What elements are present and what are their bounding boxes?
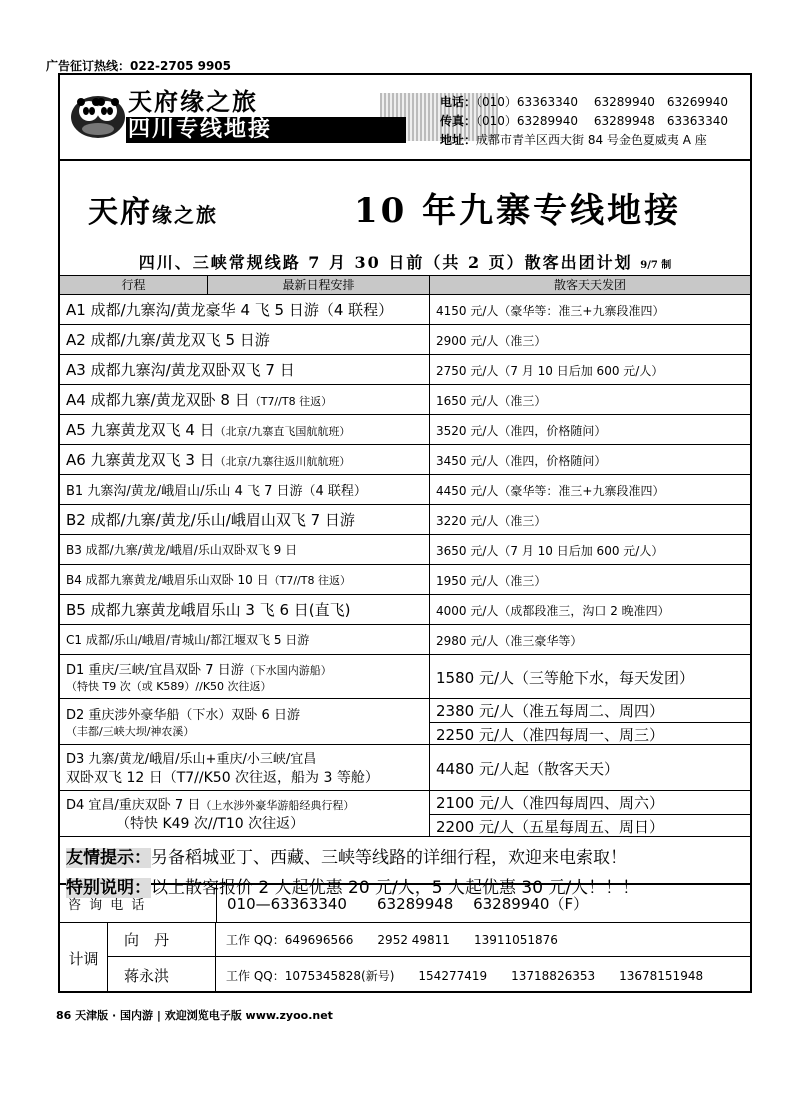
price-text: 4450 元/人（豪华等：准三+九寨段准四） bbox=[436, 483, 665, 498]
page-footer bbox=[56, 1007, 333, 1023]
price-cell bbox=[430, 415, 750, 444]
consult-label: 咨 询 电 话 bbox=[68, 898, 147, 913]
route-title bbox=[66, 359, 295, 380]
header-col-route: 行程 bbox=[60, 275, 208, 295]
route-title bbox=[66, 299, 393, 320]
price-text: 2380 元/人（准五每周二、周四） bbox=[436, 702, 664, 720]
route-cell bbox=[60, 355, 430, 384]
table-row bbox=[60, 355, 750, 385]
price-text: 4480 元/人起（散客天天） bbox=[436, 759, 619, 778]
route-cell bbox=[60, 625, 430, 654]
route-text: D1 重庆/三峡/宜昌双卧 7 日游 bbox=[66, 663, 244, 678]
price-cell bbox=[430, 475, 750, 504]
route-title bbox=[66, 419, 350, 440]
route-text: A6 九寨黄龙双飞 3 日 bbox=[66, 451, 215, 469]
title-brand bbox=[88, 187, 218, 231]
price-text: 3520 元/人（准四，价格随问） bbox=[436, 423, 607, 438]
route-text: B3 成都/九寨/黄龙/峨眉/乐山双卧双飞 9 日 bbox=[66, 543, 298, 557]
title-brand-b: 缘之旅 bbox=[152, 203, 218, 227]
route-subline: （特快 K49 次//T10 次往返） bbox=[116, 816, 305, 832]
route-text: C1 成都/乐山/峨眉/青城山/都江堰双飞 5 日游 bbox=[66, 633, 310, 647]
route-subline: （丰都/三峡大坝/神农溪） bbox=[66, 725, 195, 738]
top-hotline: 广告征订热线：022-2705 9905 bbox=[46, 59, 232, 73]
planner-row bbox=[108, 957, 750, 993]
route-subline: 双卧双飞 12 日（T7//K50 次往返，船为 3 等舱） bbox=[66, 770, 379, 786]
route-text: A1 成都/九寨沟/黄龙豪华 4 飞 5 日游（4 联程） bbox=[66, 301, 394, 319]
price-text: 2250 元/人（准四每周一、周三） bbox=[430, 722, 750, 745]
table-row bbox=[60, 475, 750, 505]
title-slogan: 10 年九寨专线地接 bbox=[354, 191, 682, 231]
plan-subtitle bbox=[60, 250, 750, 273]
planner-name: 蒋永洪 bbox=[108, 957, 216, 993]
fax-value: （010）63289940 63289948 63363340 bbox=[476, 114, 728, 128]
main-title bbox=[60, 183, 750, 229]
route-text: A3 成都九寨沟/黄龙双卧双飞 7 日 bbox=[66, 361, 295, 379]
footer-website: 欢迎浏览电子版 www.zyoo.net bbox=[164, 1009, 333, 1022]
route-note: （上水涉外豪华游船经典行程） bbox=[200, 799, 355, 812]
address-line bbox=[440, 131, 728, 150]
route-text: D4 宜昌/重庆双卧 7 日 bbox=[66, 798, 201, 813]
price-text: 2750 元/人（7 月 10 日后加 600 元/人） bbox=[436, 363, 664, 378]
table-row bbox=[60, 445, 750, 475]
route-cell bbox=[60, 415, 430, 444]
phone-line bbox=[440, 93, 728, 112]
tip-text: 另备稻城亚丁、西藏、三峡等线路的详细行程，欢迎来电索取！ bbox=[151, 848, 627, 868]
route-text: B2 成都/九寨/黄龙/乐山/峨眉山双飞 7 日游 bbox=[66, 511, 355, 529]
consult-phone-row bbox=[60, 885, 750, 923]
route-text: D3 九寨/黄龙/峨眉/乐山+重庆/小三峡/宜昌 bbox=[66, 752, 317, 767]
price-text: 3450 元/人（准四，价格随问） bbox=[436, 453, 607, 468]
route-note: （T7//T8 往返） bbox=[249, 395, 333, 408]
table-row bbox=[60, 295, 750, 325]
route-title bbox=[66, 389, 332, 410]
price-text: 3650 元/人（7 月 10 日后加 600 元/人） bbox=[436, 543, 664, 558]
route-cell bbox=[60, 565, 430, 594]
route-note: （T7//T8 往返） bbox=[268, 574, 351, 587]
price-cell bbox=[430, 565, 750, 594]
route-subline: （特快 T9 次（或 K589）//K50 次往返） bbox=[66, 680, 272, 693]
route-cell bbox=[60, 699, 430, 744]
route-cell bbox=[60, 475, 430, 504]
route-title bbox=[66, 329, 270, 350]
route-cell bbox=[60, 595, 430, 624]
route-title bbox=[66, 748, 316, 767]
route-text: A5 九寨黄龙双飞 4 日 bbox=[66, 421, 215, 439]
table-row bbox=[60, 595, 750, 625]
route-note: （下水国内游船） bbox=[243, 664, 332, 677]
price-cell bbox=[430, 535, 750, 564]
table-row bbox=[60, 535, 750, 565]
route-cell bbox=[60, 535, 430, 564]
special-label: 特别说明： bbox=[66, 878, 151, 898]
price-cell bbox=[430, 505, 750, 534]
table-row bbox=[60, 505, 750, 535]
table-row bbox=[60, 385, 750, 415]
header-col-schedule: 最新日程安排 bbox=[208, 275, 430, 295]
price-cell bbox=[430, 745, 750, 790]
route-title bbox=[66, 659, 332, 678]
footer-separator: | bbox=[156, 1009, 161, 1022]
route-cell bbox=[60, 745, 430, 790]
route-title bbox=[66, 509, 355, 530]
route-text: A4 成都九寨/黄龙双卧 8 日 bbox=[66, 391, 250, 409]
planner-qq: 工作 QQ：649696566 2952 49811 13911051876 bbox=[226, 933, 558, 947]
table-row bbox=[60, 699, 750, 745]
fax-line bbox=[440, 112, 728, 131]
route-title bbox=[66, 449, 350, 470]
route-title bbox=[66, 541, 297, 558]
route-note: （北京/九寨直飞国航航班） bbox=[214, 425, 351, 438]
price-cell bbox=[430, 655, 750, 698]
route-cell bbox=[60, 385, 430, 414]
table-row bbox=[60, 655, 750, 699]
address-label: 地址： bbox=[440, 133, 477, 147]
table-row bbox=[60, 415, 750, 445]
price-text: 3220 元/人（准三） bbox=[436, 513, 547, 528]
price-cell bbox=[430, 791, 750, 836]
route-text: A2 成都/九寨/黄龙双飞 5 日游 bbox=[66, 331, 270, 349]
route-cell bbox=[60, 295, 430, 324]
phone-label: 电话： bbox=[440, 95, 477, 109]
panda-logo-icon bbox=[70, 89, 126, 139]
brand bbox=[126, 89, 456, 143]
route-note: （北京/九寨往返川航航班） bbox=[214, 455, 351, 468]
consult-phones: 010—63363340 63289948 63289940（F） bbox=[216, 885, 750, 922]
route-title bbox=[66, 571, 351, 588]
price-cell bbox=[430, 699, 750, 744]
price-text: 1650 元/人（准三） bbox=[436, 393, 547, 408]
route-text: D2 重庆涉外豪华船（下水）双卧 6 日游 bbox=[66, 708, 300, 723]
brand-title: 天府缘之旅 bbox=[128, 87, 258, 116]
price-text: 1580 元/人（三等舱下水，每天发团） bbox=[436, 668, 694, 687]
special-text: 以上散客报价 2 人起优惠 20 元/人，5 人起优惠 30 元/人！！！ bbox=[151, 878, 640, 898]
table-row bbox=[60, 565, 750, 595]
title-brand-a: 天府 bbox=[88, 195, 152, 230]
price-text: 2100 元/人（准四每周四、周六） bbox=[436, 794, 664, 812]
footer-edition: 天津版 · 国内游 bbox=[75, 1009, 153, 1022]
header bbox=[60, 75, 750, 165]
price-text: 2900 元/人（准三） bbox=[436, 333, 547, 348]
route-title bbox=[66, 704, 300, 723]
price-text: 2200 元/人（五星每周五、周日） bbox=[430, 814, 750, 837]
contact-info bbox=[440, 93, 728, 150]
price-cell bbox=[430, 595, 750, 624]
page-number: 86 bbox=[56, 1009, 72, 1022]
route-title bbox=[66, 480, 367, 499]
route-cell bbox=[60, 505, 430, 534]
address-value: 成都市青羊区西大街 84 号金色夏威夷 A 座 bbox=[476, 133, 707, 147]
price-cell bbox=[430, 355, 750, 384]
price-cell bbox=[430, 325, 750, 354]
price-cell bbox=[430, 385, 750, 414]
notice-box bbox=[60, 837, 750, 898]
route-cell bbox=[60, 325, 430, 354]
planner-qq: 工作 QQ：1075345828(新号) 154277419 13718826353 13678151948 bbox=[226, 968, 704, 983]
price-cell bbox=[430, 295, 750, 324]
route-title bbox=[66, 631, 309, 648]
route-title bbox=[66, 794, 354, 813]
route-title bbox=[66, 599, 350, 620]
price-text: 1950 元/人（准三） bbox=[436, 573, 547, 588]
price-text: 2980 元/人（准三豪华等） bbox=[436, 633, 583, 648]
subtitle-text: 四川、三峡常规线路 7 月 30 日前（共 2 页）散客出团计划 bbox=[138, 253, 633, 272]
tip-label: 友情提示： bbox=[66, 848, 151, 868]
price-text: 4000 元/人（成都段准三，沟口 2 晚准四） bbox=[436, 603, 670, 618]
fax-label: 传真： bbox=[440, 114, 477, 128]
header-col-price: 散客天天发团 bbox=[430, 275, 750, 295]
route-text: B5 成都九寨黄龙峨眉乐山 3 飞 6 日(直飞) bbox=[66, 601, 351, 619]
table-row bbox=[60, 325, 750, 355]
header-divider bbox=[60, 159, 750, 161]
phone-value: （010）63363340 63289940 63269940 bbox=[476, 95, 728, 109]
route-text: B4 成都九寨黄龙/峨眉乐山双卧 10 日 bbox=[66, 573, 269, 587]
price-cell bbox=[430, 625, 750, 654]
planner-name: 向 丹 bbox=[108, 923, 216, 956]
table-row bbox=[60, 745, 750, 791]
route-text: B1 九寨沟/黄龙/峨眉山/乐山 4 飞 7 日游（4 联程） bbox=[66, 484, 367, 499]
price-text: 4150 元/人（豪华等：准三+九寨段准四） bbox=[436, 303, 665, 318]
subtitle-version: 9/7 制 bbox=[640, 260, 672, 271]
table-row bbox=[60, 791, 750, 837]
route-cell bbox=[60, 655, 430, 698]
route-cell bbox=[60, 445, 430, 474]
page-frame bbox=[58, 73, 752, 993]
brand-subtitle: 四川专线地接 bbox=[126, 117, 406, 143]
route-cell bbox=[60, 791, 430, 836]
tip-line bbox=[66, 843, 750, 873]
planner-row bbox=[108, 923, 750, 957]
price-cell bbox=[430, 445, 750, 474]
planner-label: 计调 bbox=[60, 923, 108, 993]
table-row bbox=[60, 625, 750, 655]
